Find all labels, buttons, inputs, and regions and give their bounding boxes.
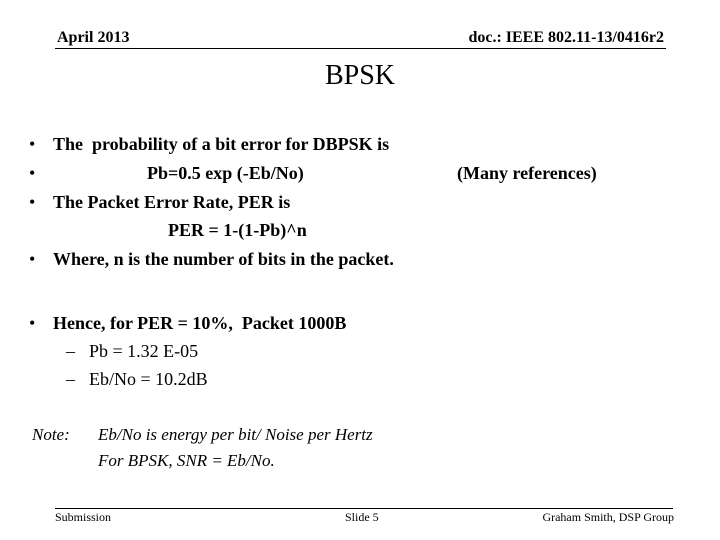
header-doc-id: doc.: IEEE 802.11-13/0416r2: [468, 29, 664, 46]
references-note: (Many references): [457, 163, 597, 183]
header-rule: [55, 48, 666, 49]
sub-bullet-marker: –: [66, 341, 75, 361]
note-line-2: For BPSK, SNR = Eb/No.: [98, 451, 275, 470]
footer-submission: Submission: [55, 510, 112, 524]
note-line-1: Eb/No is energy per bit/ Noise per Hertz: [98, 425, 373, 444]
per-formula: PER = 1-(1-Pb)^n: [168, 220, 307, 240]
bullet-text-hence: Hence, for PER = 10%, Packet 1000B: [53, 313, 347, 333]
bullet-marker: •: [29, 313, 36, 333]
sub-bullet-ebno: Eb/No = 10.2dB: [89, 369, 208, 389]
note-label: Note:: [32, 425, 70, 444]
bullet-text-probability: The probability of a bit error for DBPSK is: [53, 134, 390, 154]
bullet-marker: •: [29, 192, 36, 212]
header-date: April 2013: [57, 29, 130, 46]
bullet-marker: •: [29, 163, 36, 183]
footer-author: Graham Smith, DSP Group: [542, 510, 674, 524]
slide-title: BPSK: [324, 60, 396, 91]
bullet-marker: •: [29, 249, 36, 269]
footer-slide-number: Slide 5: [345, 510, 379, 524]
bullet-text-per: The Packet Error Rate, PER is: [53, 192, 291, 212]
footer-rule: [55, 508, 673, 509]
bullet-marker: •: [29, 134, 36, 154]
bullet-text-pb-formula: Pb=0.5 exp (-Eb/No): [147, 163, 304, 183]
sub-bullet-marker: –: [66, 369, 75, 389]
bullet-text-where: Where, n is the number of bits in the packet.: [53, 249, 394, 269]
sub-bullet-pb: Pb = 1.32 E-05: [89, 341, 199, 361]
